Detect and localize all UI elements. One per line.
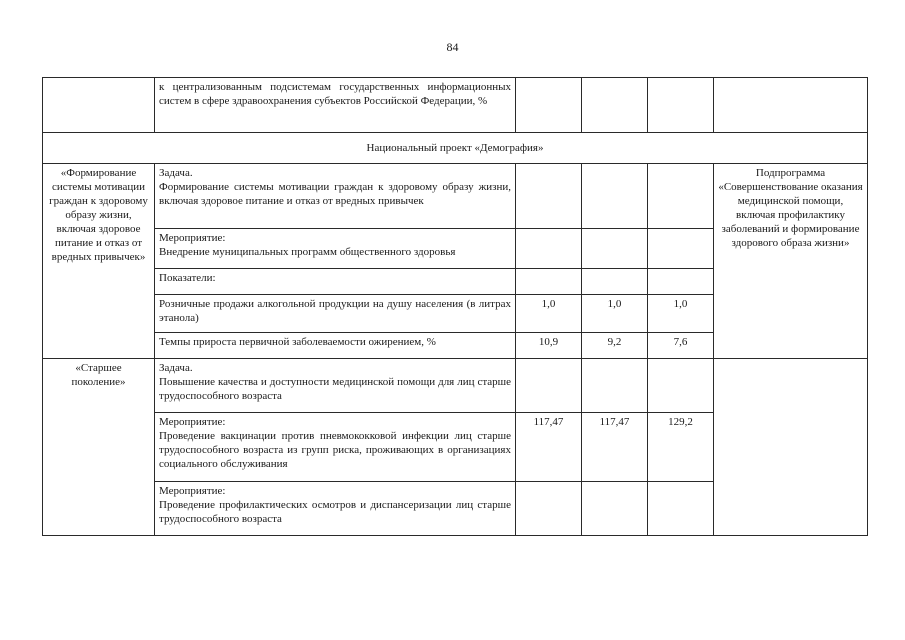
measure-cell [155,229,516,269]
goal-cell-empty [43,78,155,133]
measure-label: Мероприятие: [159,416,226,428]
indicator-value: 10,9 [516,333,582,359]
value-cell [516,164,582,229]
task-cell [155,164,516,229]
program-table [42,77,868,536]
page-number: 84 [446,40,459,54]
measure-label: Мероприятие: [159,232,226,244]
value-cell [648,229,714,269]
measure-text: Проведение профилактических осмотров и диспансеризации лиц старше трудоспособного возраста [159,499,511,525]
measure-value: 117,47 [582,413,648,482]
indicator-text: Розничные продажи алкогольной продукции на душу населения (в литрах этанола) [155,295,516,333]
value-cell [648,359,714,413]
goal-cell: «Старшее поколение» [43,359,155,536]
indicator-text: Темпы прироста первичной заболеваемости ожирением, % [155,333,516,359]
value-cell [648,482,714,536]
value-cell [516,229,582,269]
measure-text: Внедрение муниципальных программ общественного здоровья [159,246,456,258]
table-row [43,164,868,229]
value-cell [516,359,582,413]
value-cell [582,164,648,229]
measure-value: 129,2 [648,413,714,482]
indicator-text: к централизованным подсистемам государственных информационных систем в сфере здравоохранения субъектов Российской Федерации, % [155,78,516,133]
value-cell [516,482,582,536]
section-row [43,133,868,164]
indicator-value: 1,0 [582,295,648,333]
task-text: Формирование системы мотивации граждан к здоровому образу жизни, включая здоровое питание и отказ от вредных привычек [159,181,511,207]
value-cell [582,78,648,133]
measure-text: Проведение вакцинации против пневмококковой инфекции лиц старше трудоспособного возраста из групп риска, проживающих в организациях социального обслуживания [159,430,511,470]
value-cell [582,269,648,295]
task-cell [155,359,516,413]
indicator-value: 9,2 [582,333,648,359]
value-cell [516,269,582,295]
value-cell [516,78,582,133]
subprogram-cell-empty [714,78,868,133]
task-label: Задача. [159,167,193,179]
subprogram-cell: Подпрограмма «Совершенствование оказания медицинской помощи, включая профилактику заболеваний и формирование здорового образа жизни» [714,164,868,359]
value-cell [648,269,714,295]
value-cell [648,78,714,133]
value-cell [648,164,714,229]
indicator-value: 1,0 [516,295,582,333]
indicators-label: Показатели: [155,269,516,295]
table-row-top [43,78,868,133]
task-label: Задача. [159,362,193,374]
table-row [43,359,868,413]
measure-cell [155,413,516,482]
value-cell [582,229,648,269]
goal-cell: «Формирование системы мотивации граждан к здоровому образу жизни, включая здоровое питание и отказ от вредных привычек» [43,164,155,359]
indicator-value: 1,0 [648,295,714,333]
indicator-value: 7,6 [648,333,714,359]
subprogram-cell-empty [714,359,868,536]
value-cell [582,482,648,536]
task-text: Повышение качества и доступности медицинской помощи для лиц старше трудоспособного возраста [159,376,511,402]
measure-cell [155,482,516,536]
section-title: Национальный проект «Демография» [43,133,868,164]
measure-label: Мероприятие: [159,485,226,497]
value-cell [582,359,648,413]
measure-value: 117,47 [516,413,582,482]
